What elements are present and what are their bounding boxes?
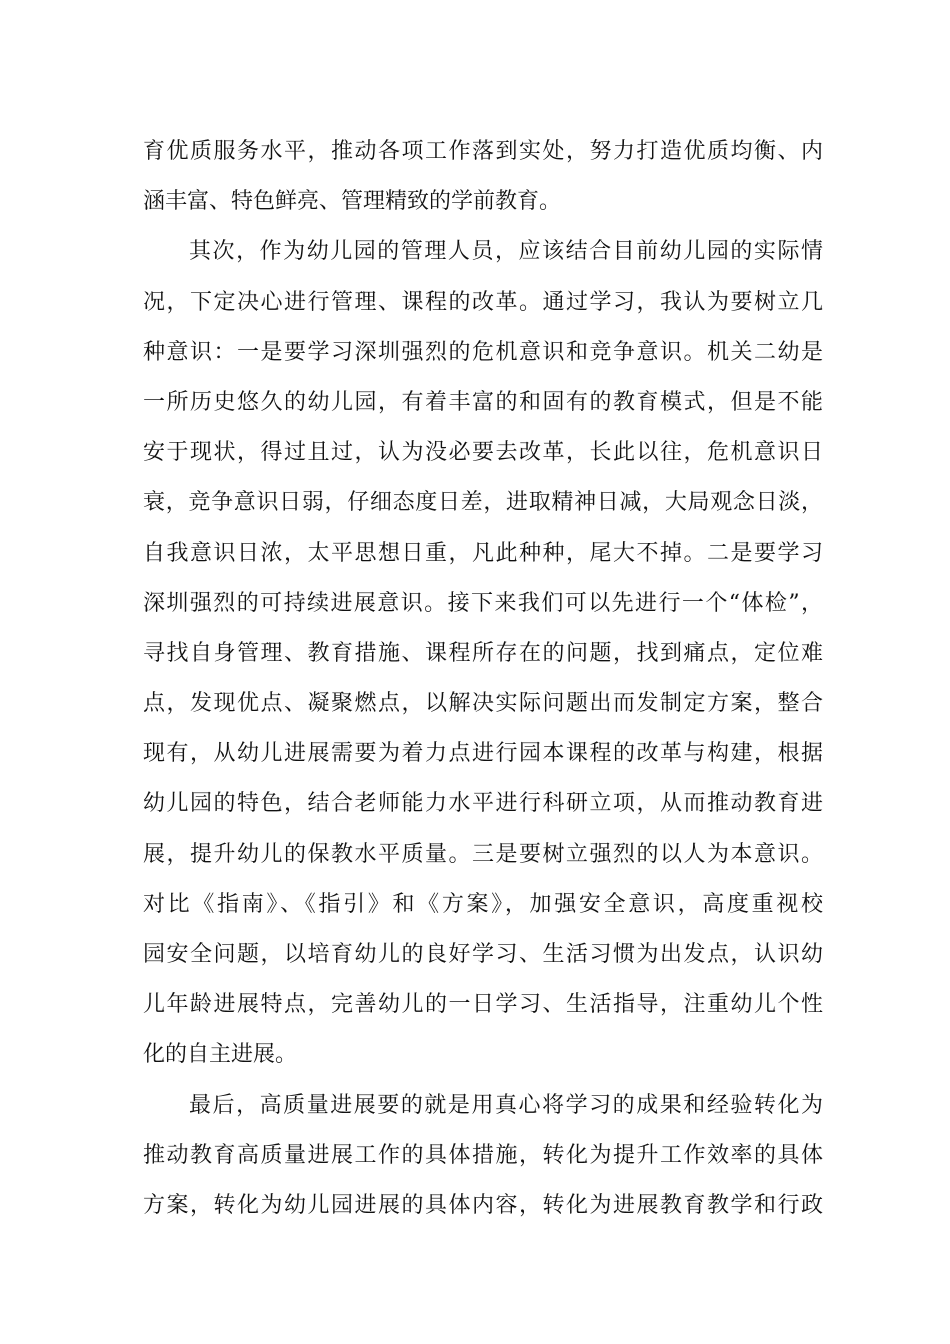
text-line: 幼儿园的特色，结合老师能力水平进行科研立项，从而推动教育进 <box>143 791 823 817</box>
text-line: 现有，从幼儿进展需要为着力点进行园本课程的改革与构建，根据 <box>143 741 823 767</box>
text-line: 推动教育高质量进展工作的具体措施，转化为提升工作效率的具体 <box>143 1142 823 1168</box>
text-line: 展，提升幼儿的保教水平质量。三是要树立强烈的以人为本意识。 <box>143 841 823 867</box>
text-line: 儿年龄进展特点，完善幼儿的一日学习、生活指导，注重幼儿个性 <box>143 992 823 1018</box>
text-line: 方案，转化为幼儿园进展的具体内容，转化为进展教育教学和行政 <box>143 1192 823 1218</box>
text-line: 园安全问题，以培育幼儿的良好学习、生活习惯为出发点，认识幼 <box>143 942 823 967</box>
text-line: 况，下定决心进行管理、课程的改革。通过学习，我认为要树立几 <box>143 289 823 315</box>
text-line: 涵丰富、特色鲜亮、管理精致的学前教育。 <box>143 189 562 215</box>
paragraph <box>143 127 823 227</box>
text-line: 安于现状，得过且过，认为没必要去改革，长此以往，危机意识日 <box>143 440 823 466</box>
text-line: 一所历史悠久的幼儿园，有着丰富的和固有的教育模式，但是不能 <box>143 389 823 415</box>
paragraph <box>143 1081 823 1232</box>
document-body <box>143 127 823 1231</box>
text-line: 自我意识日浓，太平思想日重，凡此种种，尾大不掉。二是要学习 <box>143 540 823 566</box>
text-line: 点，发现优点、凝聚燃点，以解决实际问题出而发制定方案，整合 <box>143 691 823 717</box>
text-line: 深圳强烈的可持续进展意识。接下来我们可以先进行一个“体检”， <box>143 590 823 616</box>
text-line: 衰，竞争意识日弱，仔细态度日差，进取精神日减，大局观念日淡， <box>143 490 823 516</box>
text-line: 化的自主进展。 <box>143 1042 298 1068</box>
text-line: 育优质服务水平，推动各项工作落到实处，努力打造优质均衡、内 <box>143 139 823 164</box>
paragraph <box>143 227 823 1080</box>
text-line: 最后，高质量进展要的就是用真心将学习的成果和经验转化为 <box>189 1092 823 1118</box>
text-line: 其次，作为幼儿园的管理人员，应该结合目前幼儿园的实际情 <box>189 239 823 265</box>
text-line: 对比《指南》、《指引》和《方案》，加强安全意识，高度重视校 <box>143 891 823 917</box>
text-line: 寻找自身管理、教育措施、课程所存在的问题，找到痛点，定位难 <box>143 640 823 666</box>
text-line: 种意识：一是要学习深圳强烈的危机意识和竞争意识。机关二幼是 <box>143 339 823 365</box>
